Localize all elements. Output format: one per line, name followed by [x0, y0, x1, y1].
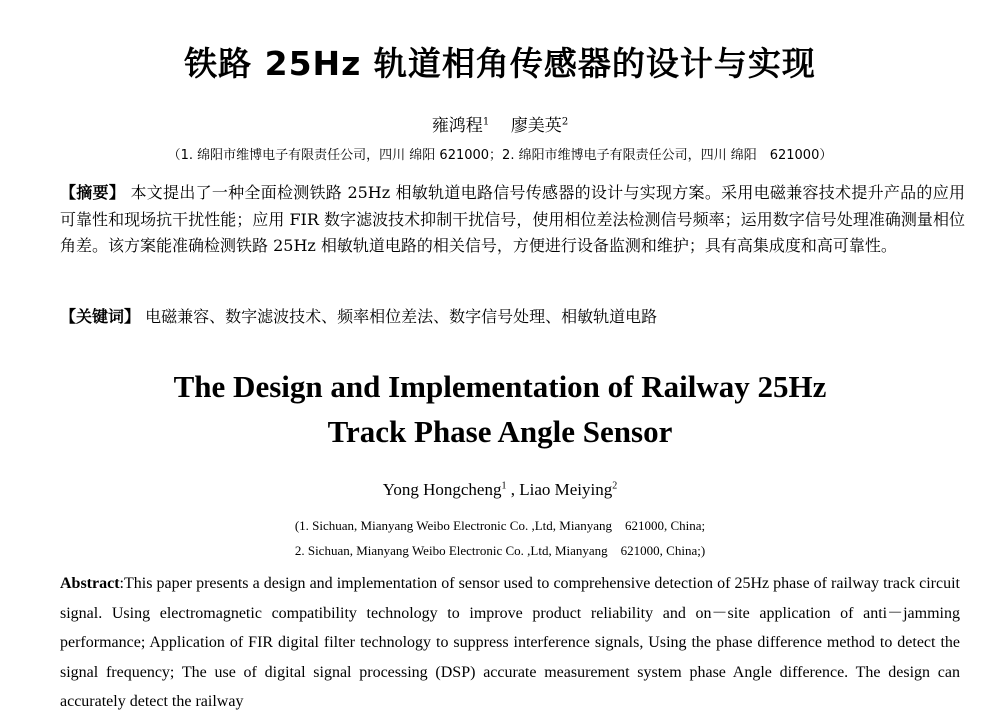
- chinese-keywords: [60, 304, 965, 330]
- english-abstract-text: :This paper presents a design and implementation of sensor used to comprehensive detection of 25Hz phase of railway track circuit signal. Using electromagnetic compatibility technology to improve product reliability and on－site application of anti－jamming performance; Application of FIR digital filter technology to suppress interference signals, Using the phase difference method to detect the signal frequency; The use of digital signal processing (DSP) accurate measurement system phase Angle difference. The design can accurately detect the railway: [60, 575, 960, 710]
- english-authors: Yong Hongcheng$^1$ , Liao Meiying$^2$: [382, 480, 618, 499]
- english-affiliation: [0, 513, 1000, 563]
- chinese-author-2: 廖美英: [510, 116, 562, 136]
- english-author-2: Liao Meiying: [519, 480, 613, 499]
- chinese-abstract-label: 【摘要】: [60, 183, 126, 202]
- english-author-1-affiliation-mark: 1: [501, 480, 507, 492]
- chinese-author-1-affiliation-mark: 1: [482, 116, 490, 128]
- english-affiliation-line-2: 2. Sichuan, Mianyang Weibo Electronic Co. ,Ltd, Mianyang 621000, China;): [294, 543, 706, 558]
- chinese-keywords-label: 【关键词】: [60, 307, 141, 326]
- chinese-author-1: 雍鸿程: [431, 116, 483, 136]
- english-title-line-1: The Design and Implementation of Railway 25Hz: [173, 369, 827, 404]
- chinese-abstract: [60, 180, 965, 260]
- english-title: [0, 364, 1000, 454]
- chinese-title: 铁路 25Hz 轨道相角传感器的设计与实现: [184, 44, 816, 83]
- chinese-authors: [0, 111, 1000, 136]
- english-abstract-label: Abstract: [60, 575, 120, 592]
- chinese-abstract-text: 本文提出了一种全面检测铁路 25Hz 相敏轨道电路信号传感器的设计与实现方案。采用电磁兼容技术提升产品的应用可靠性和现场抗干扰性能；应用 FIR 数字滤波技术抑制干扰信号，使用相位差法检测信号频率；运用数字信号处理准确测量相位角差。该方案能准确检测铁路 25Hz 相敏轨道电路的相关信号，方便进行设备监测和维护；具有高集成度和高可靠性。: [60, 183, 965, 255]
- english-author-2-affiliation-mark: 2: [612, 480, 618, 492]
- english-abstract: [60, 569, 960, 717]
- english-title-line-2: Track Phase Angle Sensor: [327, 414, 673, 449]
- chinese-author-2-affiliation-mark: 2: [561, 116, 569, 128]
- english-affiliation-line-1: (1. Sichuan, Mianyang Weibo Electronic Co. ,Ltd, Mianyang 621000, China;: [294, 518, 706, 533]
- chinese-affiliation: （1. 绵阳市维博电子有限责任公司，四川 绵阳 621000；2. 绵阳市维博电子有限责任公司，四川 绵阳 621000）: [167, 148, 833, 163]
- english-author-1: Yong Hongcheng: [382, 480, 502, 499]
- chinese-keywords-text: 电磁兼容、数字滤波技术、频率相位差法、数字信号处理、相敏轨道电路: [145, 307, 658, 326]
